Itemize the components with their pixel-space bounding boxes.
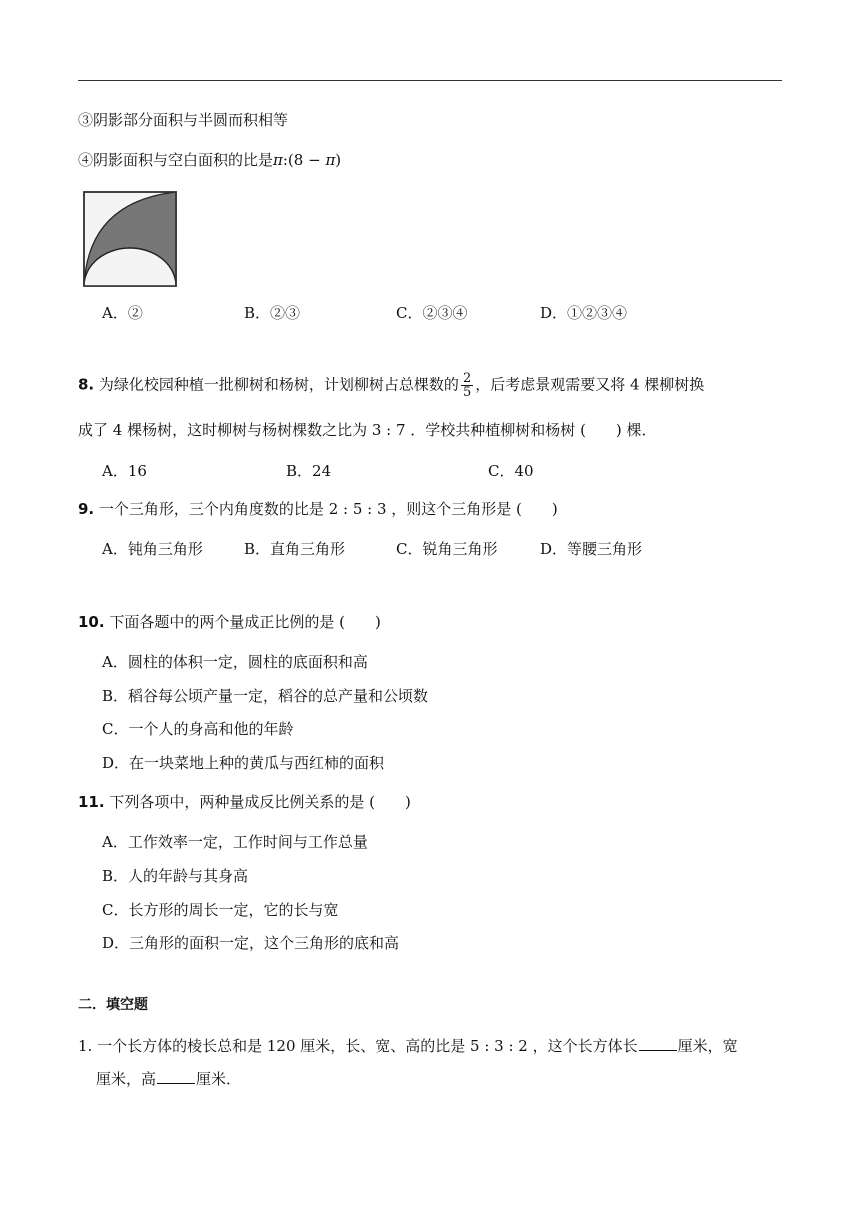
q7-shaded-figure (82, 188, 178, 288)
q9-text: 一个三角形，三个内角度数的比是 2 : 5 : 3 ，则这个三角形是 ( ) (98, 500, 558, 518)
q8-text-1: 为绿化校园种植一批柳树和杨树，计划柳树占总棵数的 (98, 375, 459, 394)
q8-line-2: 成了 4 棵杨树，这时柳树与杨树棵数之比为 3 : 7 ．学校共种植柳树和杨树 ( ) 棵． (78, 421, 657, 439)
q11-option-b[interactable]: B．人的年龄与其身高 (102, 867, 249, 885)
fill-q1-text-3: 厘米，高 (96, 1070, 157, 1088)
q11-option-a[interactable]: A．工作效率一定，工作时间与工作总量 (102, 833, 368, 851)
q11-option-d[interactable]: D．三角形的面积一定，这个三角形的底和高 (102, 934, 400, 952)
q7-statement-4-text: ④阴影面积与空白面积的比是 (78, 151, 274, 169)
q7-option-c[interactable]: C．②③④ (396, 304, 468, 322)
q11-text: 下列各项中，两种量成反比例关系的是 ( ) (109, 793, 411, 811)
fill-q1-text-2: 厘米，宽 (677, 1037, 738, 1055)
q8-option-c[interactable]: C．40 (488, 462, 534, 480)
q7-option-a[interactable]: A．② (102, 304, 143, 322)
q10-option-a[interactable]: A．圆柱的体积一定，圆柱的底面积和高 (102, 653, 368, 671)
q8-option-b[interactable]: B．24 (286, 462, 332, 480)
q10-option-d[interactable]: D．在一块菜地上种的黄瓜与西红柿的面积 (102, 754, 385, 772)
q9-option-c[interactable]: C．锐角三角形 (396, 540, 498, 558)
q7-statement-3: ③阴影部分面积与半圆而积相等 (78, 111, 289, 129)
q8-fraction (461, 372, 473, 399)
q8-option-a[interactable]: A．16 (102, 462, 147, 480)
section-2-title: 二．填空题 (78, 997, 148, 1013)
q7-option-b[interactable]: B．②③ (244, 304, 301, 322)
q8-line-1 (78, 372, 704, 399)
q9-stem (78, 499, 558, 519)
q10-stem (78, 612, 381, 632)
q8-number: 8. (78, 375, 95, 394)
q9-option-d[interactable]: D．等腰三角形 (540, 540, 643, 558)
q7-ratio-mid: :(8 − (282, 151, 326, 169)
q10-text: 下面各题中的两个量成正比例的是 ( ) (109, 613, 381, 631)
q9-number: 9. (78, 500, 95, 518)
fill-q1-text-1: 一个长方体的棱长总和是 120 厘米，长、宽、高的比是 5 : 3 : 2 ，这个长方体长 (97, 1037, 638, 1055)
q8-text-1b: ，后考虑景观需要又将 4 棵柳树换 (475, 375, 705, 394)
answer-blank-length[interactable] (639, 1035, 677, 1051)
q9-option-a[interactable]: A．钝角三角形 (102, 540, 203, 558)
q11-stem (78, 792, 411, 812)
q9-option-b[interactable]: B．直角三角形 (244, 540, 346, 558)
q7-statement-4 (78, 150, 341, 170)
pi-symbol: π (325, 151, 336, 169)
q11-option-c[interactable]: C．长方形的周长一定，它的长与宽 (102, 901, 339, 919)
q10-option-c[interactable]: C．一个人的身高和他的年龄 (102, 720, 294, 738)
fill-q1-number: 1. (78, 1037, 93, 1055)
q10-number: 10. (78, 613, 105, 631)
pi-symbol: π (273, 151, 283, 169)
q7-ratio-end: ) (335, 151, 342, 169)
header-rule (78, 80, 782, 81)
fill-q1-text-4: 厘米． (196, 1070, 242, 1088)
fill-q1-line-2 (96, 1068, 241, 1089)
q7-option-d[interactable]: D．①②③④ (540, 304, 628, 322)
answer-blank-height[interactable] (157, 1068, 195, 1084)
fraction-denominator: 5 (462, 385, 472, 400)
q11-number: 11. (78, 793, 105, 811)
fraction-numerator: 2 (462, 371, 472, 386)
q10-option-b[interactable]: B．稻谷每公顷产量一定，稻谷的总产量和公顷数 (102, 687, 429, 705)
fill-q1-line-1 (78, 1035, 738, 1056)
